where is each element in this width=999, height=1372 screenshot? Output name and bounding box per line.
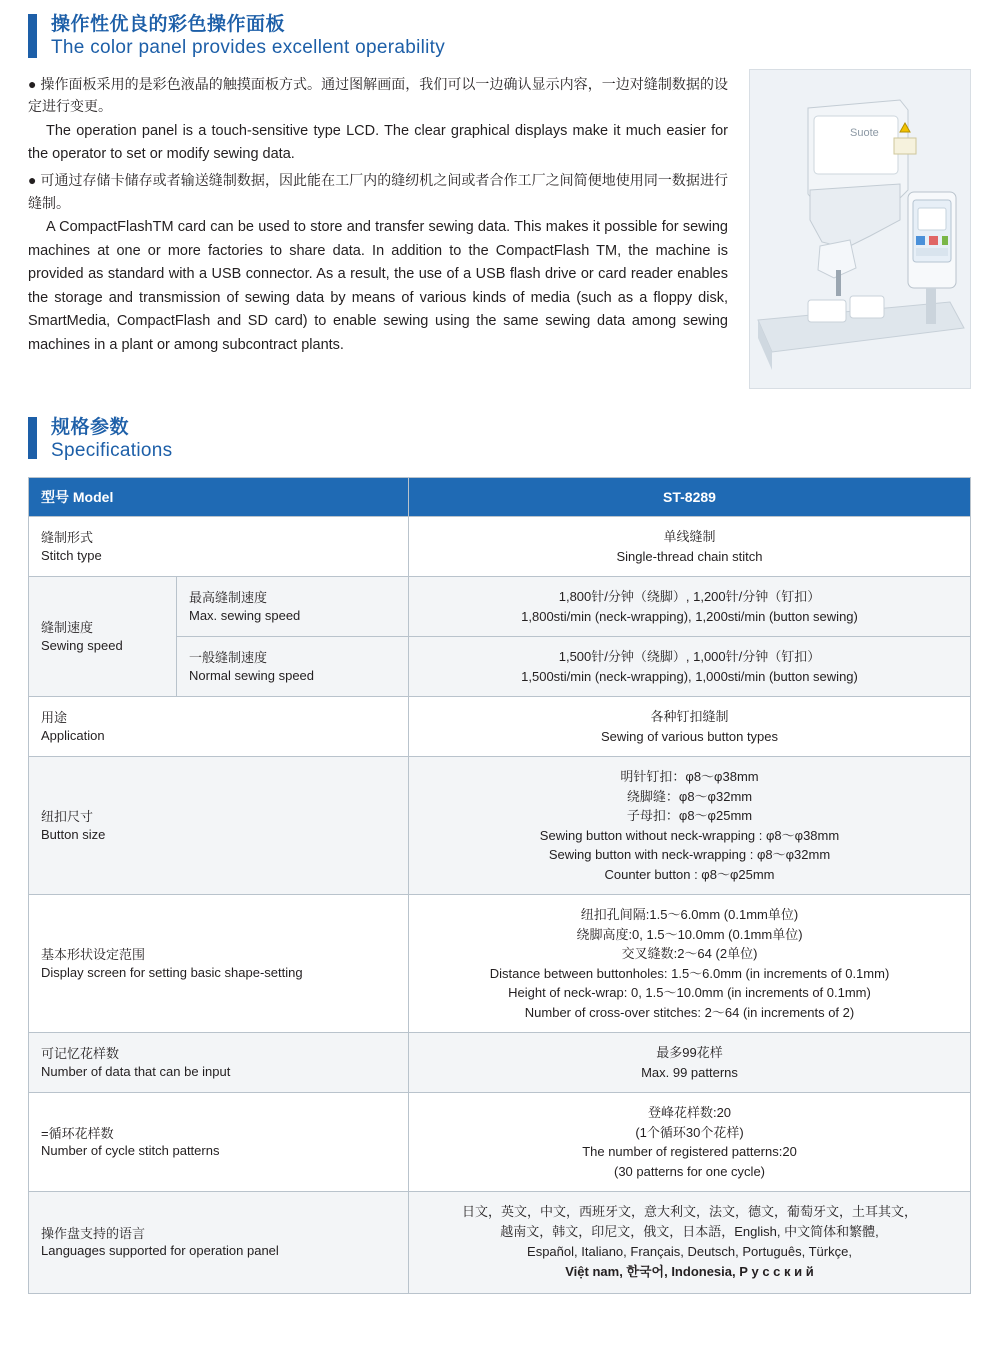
- label-en: Sewing speed: [41, 637, 123, 653]
- value-line: 纽扣孔间隔:1.5～6.0mm (0.1mm单位): [580, 907, 799, 923]
- row-label-data-count: [29, 1033, 409, 1093]
- table-row-shape-setting: [29, 895, 971, 1033]
- row-label-sewing-speed: [29, 577, 177, 697]
- label-en: Number of data that can be input: [41, 1063, 231, 1079]
- value-line: 明针钉扣：φ8～φ38mm: [620, 769, 759, 785]
- value-line: Sewing of various button types: [600, 728, 779, 744]
- row-value-normal-speed: [409, 637, 971, 697]
- label-en: Languages supported for operation panel: [41, 1243, 279, 1259]
- row-value-stitch-type: [409, 517, 971, 577]
- section-heading-specifications: [28, 417, 971, 462]
- label-en: Application: [41, 727, 105, 743]
- label-cn: 操作盘支持的语言: [41, 1225, 146, 1241]
- table-row-button-size: [29, 757, 971, 895]
- table-header-row: [29, 478, 971, 517]
- value-line: 登峰花样数:20: [647, 1105, 732, 1121]
- label-cn: 可记忆花样数: [41, 1046, 120, 1062]
- value-line: 1,800sti/min (neck-wrapping), 1,200sti/min (button sewing): [521, 608, 858, 624]
- label-cn: 基本形状设定范围: [41, 947, 146, 963]
- row-value-application: [409, 697, 971, 757]
- value-line: (1个循环30个花样): [635, 1124, 744, 1140]
- header-model-value: ST-8289: [409, 478, 971, 517]
- row-label-shape-setting: [29, 895, 409, 1033]
- label-cn: 缝制形式: [41, 530, 94, 546]
- label-en: Stitch type: [41, 547, 102, 563]
- label-cn: 最高缝制速度: [189, 590, 268, 606]
- table-row-application: [29, 697, 971, 757]
- row-value-data-count: [409, 1033, 971, 1093]
- label-en: Max. sewing speed: [189, 607, 301, 623]
- label-en: Display screen for setting basic shape-setting: [41, 964, 303, 980]
- value-line: Single-thread chain stitch: [616, 548, 763, 564]
- intro-paragraph-cn-2: ● 可通过存储卡储存或者输送缝制数据，因此能在工厂内的缝纫机之间或者合作工厂之间简便地使用同一数据进行缝制。: [28, 171, 728, 211]
- label-en: Normal sewing speed: [189, 667, 315, 683]
- section-title-group-2: [51, 417, 172, 462]
- spec-title-en: Specifications: [51, 439, 173, 461]
- value-line: 越南文，韩文，印尼文，俄文，日本語，English, 中文简体和繁體,: [500, 1224, 879, 1240]
- value-line: 子母扣：φ8～φ25mm: [626, 808, 753, 824]
- value-line: Number of cross-over stitches: 2～64 (in increments of 2): [524, 1004, 855, 1020]
- intro-paragraph-cn-1: ● 操作面板采用的是彩色液晶的触摸面板方式。通过图解画面，我们可以一边确认显示内容，一边对缝制数据的设定进行变更。: [28, 75, 728, 115]
- intro-paragraph-en-2: A CompactFlashTM card can be used to store and transfer sewing data. This makes it possible for sewing machines at one or more factories to share data. In addition to the CompactFlash TM, the machine is provided as standard with a USB connector. As a result, the use of a USB flash drive or card reader enables the storage and transmission of sewing data by means of various kinds of media (such as a floppy disk, SmartMedia, CompactFlash and SD card) to enable sewing using the same sewing data among sewing machines in a plant or among subcontract plants.: [28, 219, 728, 353]
- spec-sheet-page: [0, 14, 999, 1372]
- row-label-stitch-type: [29, 517, 409, 577]
- value-line: 1,500针/分钟（绕脚）, 1,000针/分钟（钉扣）: [558, 649, 821, 665]
- value-line: 交叉缝数:2～64 (2单位): [621, 946, 758, 962]
- table-row-data-count: [29, 1033, 971, 1093]
- row-sublabel-max-speed: [177, 577, 409, 637]
- accent-bar: [28, 14, 37, 58]
- row-label-languages: [29, 1192, 409, 1294]
- section-title-group: [51, 14, 445, 59]
- value-line: 各种钉扣缝制: [650, 709, 729, 725]
- value-line: The number of registered patterns:20: [582, 1144, 797, 1160]
- section-title-cn: 操作性优良的彩色操作面板: [51, 14, 286, 35]
- intro-paragraph-en-1: The operation panel is a touch-sensitive type LCD. The clear graphical displays make it much easier for the operator to set or modify sewing data.: [28, 122, 728, 163]
- svg-text:Suote: Suote: [850, 126, 879, 139]
- intro-text: [28, 73, 728, 358]
- label-en: Button size: [41, 826, 106, 842]
- row-value-shape-setting: [409, 895, 971, 1033]
- specifications-table-wrapper: [28, 477, 971, 1294]
- table-row-cycle-patterns: [29, 1093, 971, 1192]
- value-line: 单线缝制: [663, 529, 716, 545]
- machine-photo-illustration: [750, 70, 970, 388]
- header-model-label: 型号 Model: [29, 478, 409, 517]
- value-line: Sewing button without neck-wrapping : φ8～φ38mm: [539, 827, 840, 843]
- intro-block: [28, 73, 971, 403]
- row-value-button-size: [409, 757, 971, 895]
- row-value-cycle-patterns: [409, 1093, 971, 1192]
- value-line: 日文，英文，中文，西班牙文，意大利文，法文，德文，葡萄牙文，土耳其文，: [461, 1204, 917, 1220]
- specifications-table: [28, 477, 971, 1294]
- label-cn: 缝制速度: [41, 620, 94, 636]
- label-cn: 纽扣尺寸: [41, 809, 94, 825]
- value-line: Sewing button with neck-wrapping : φ8～φ32mm: [548, 847, 831, 863]
- value-line: 1,800针/分钟（绕脚）, 1,200针/分钟（钉扣）: [558, 589, 821, 605]
- label-en: Number of cycle stitch patterns: [41, 1143, 220, 1159]
- value-line: Max. 99 patterns: [641, 1064, 738, 1080]
- label-cn: =循环花样数: [41, 1125, 114, 1141]
- value-line: 1,500sti/min (neck-wrapping), 1,000sti/min (button sewing): [521, 668, 858, 684]
- row-label-button-size: [29, 757, 409, 895]
- machine-photo: [749, 69, 971, 389]
- value-line: 最多99花样: [656, 1045, 723, 1061]
- value-line: Việt nam, 한국어, Indonesia, Р у с с к и й: [565, 1264, 814, 1280]
- label-cn: 一般缝制速度: [189, 650, 268, 666]
- section-title-en: The color panel provides excellent operability: [51, 37, 446, 59]
- table-row-stitch-type: [29, 517, 971, 577]
- value-line: 绕脚缝：φ8～φ32mm: [626, 788, 753, 804]
- label-cn: 用途: [41, 710, 68, 726]
- row-value-languages: [409, 1192, 971, 1294]
- value-line: 绕脚高度:0, 1.5～10.0mm (0.1mm单位): [576, 926, 803, 942]
- value-line: Distance between buttonholes: 1.5～6.0mm (in increments of 0.1mm): [489, 965, 890, 981]
- value-line: Español, Italiano, Français, Deutsch, Português, Türkçe,: [527, 1244, 852, 1260]
- row-value-max-speed: [409, 577, 971, 637]
- spec-title-cn: 规格参数: [51, 416, 130, 438]
- value-line: (30 patterns for one cycle): [613, 1163, 766, 1179]
- value-line: Height of neck-wrap: 0, 1.5～10.0mm (in increments of 0.1mm): [508, 985, 871, 1001]
- table-row-max-speed: [29, 577, 971, 637]
- table-row-languages: [29, 1192, 971, 1294]
- accent-bar-2: [28, 417, 37, 459]
- row-label-application: [29, 697, 409, 757]
- value-line: Counter button : φ8～φ25mm: [604, 866, 775, 882]
- row-sublabel-normal-speed: [177, 637, 409, 697]
- section-heading-operation-panel: [28, 14, 971, 59]
- row-label-cycle-patterns: [29, 1093, 409, 1192]
